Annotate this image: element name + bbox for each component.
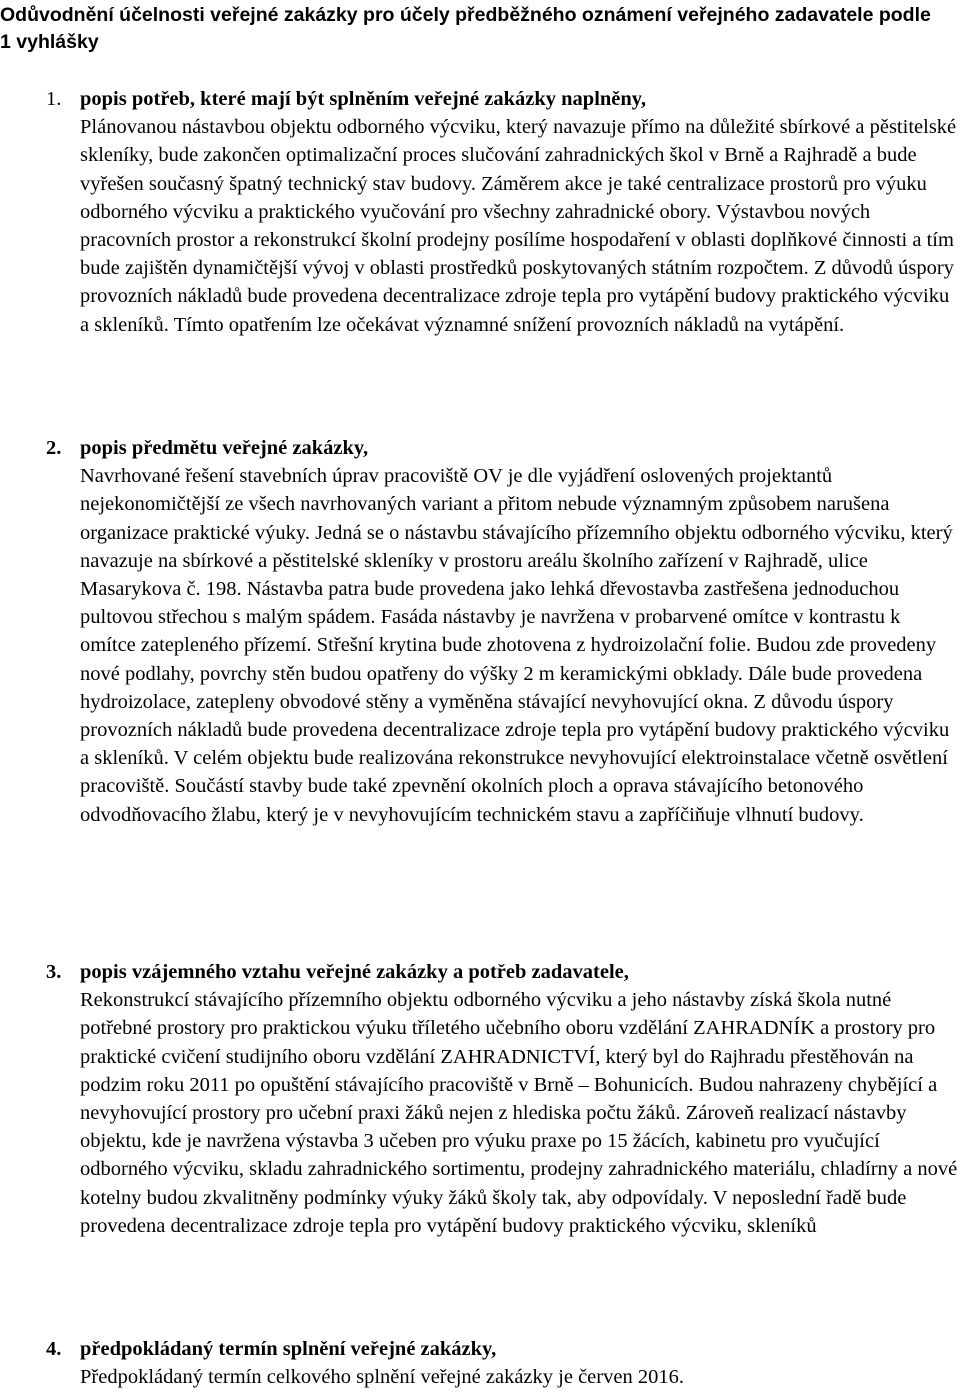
- section-number: 4.: [46, 1338, 62, 1360]
- section-body: [80, 85, 960, 339]
- section-number: 3.: [46, 961, 62, 983]
- section-heading: popis předmětu veřejné zakázky,: [80, 437, 369, 459]
- section-number: 1.: [46, 88, 62, 110]
- section-body: [80, 434, 960, 829]
- section-number: 2.: [46, 437, 62, 459]
- section-heading: popis potřeb, které mají být splněním veřejné zakázky naplněny,: [80, 88, 647, 110]
- section-heading: popis vzájemného vztahu veřejné zakázky a potřeb zadavatele,: [80, 961, 629, 983]
- section-text: Plánovanou nástavbou objektu odborného výcviku, který navazuje přímo na důležité sbírkové a pěstitelské skleníky, bude zakončen optimalizační proces slučování zahradnických škol v Brně a Rajhradě a bude vyřešen současný špatný technický stav budovy. Záměrem akce je také centralizace prostorů pro výuku odborného výcviku a praktického vyučování pro všechny zahradnické obory. Výstavbou nových pracovních prostor a rekonstrukcí školní prodejny posílíme hospodaření v oblasti doplňkové činnosti a tím bude zajištěn dynamičtější vývoj v oblasti prostředků poskytovaných státním rozpočtem. Z důvodů úspory provozních nákladů bude provedena decentralizace zdroje tepla pro vytápění budovy praktického výcviku a skleníků. Tímto opatřením lze očekávat významné snížení provozních nákladů na vytápění.: [80, 116, 957, 336]
- section-body: [80, 958, 960, 1240]
- section-needs: [0, 85, 960, 339]
- section-text: Navrhované řešení stavebních úprav pracoviště OV je dle vyjádření oslovených projektantů nejekonomičtější ze všech navrhovaných variant a přitom nebude významným způsobem narušena organizace praktické výuky. Jedná se o nástavbu stávajícího přízemního objektu odborného výcviku, který navazuje na sbírkové a pěstitelské skleníky v prostoru areálu školního zařízení v Rajhradě, ulice Masarykova č. 198. Nástavba patra bude provedena jako lehká dřevostavba zastřešena jednoduchou pultovou střechou s malým spádem. Fasáda nástavby je navržena v probarvené omítce v kontrastu k omítce zatepleného přízemí. Střešní krytina bude zhotovena z hydroizolační folie. Budou zde provedeny nové podlahy, povrchy stěn budou opatřeny do výšky 2 m keramickými obklady. Dále bude provedena hydroizolace, zatepleny obvodové stěny a vyměněna stávající nevyhovující okna. Z důvodu úspory provozních nákladů bude provedena decentralizace zdroje tepla pro vytápění budovy praktického výcviku a skleníků. V celém objektu bude realizována rekonstrukce nevyhovující elektroinstalace včetně osvětlení pracoviště. Součástí stavby bude také zpevnění okolních ploch a oprava stávajícího betonového odvodňovacího žlabu, který je v nevyhovujícím technickém stavu a zapříčiňuje vlhnutí budovy.: [80, 465, 953, 826]
- section-heading: předpokládaný termín splnění veřejné zakázky,: [80, 1338, 497, 1360]
- document-title: Odůvodnění účelnosti veřejné zakázky pro účely předběžného oznámení veřejného zadavatele podle 1 vyhlášky: [0, 4, 931, 53]
- section-text: Rekonstrukcí stávajícího přízemního objektu odborného výcviku a jeho nástavby získá škola nutné potřebné prostory pro praktickou výuku tříletého učebního oboru vzdělání ZAHRADNÍK a prostory pro praktické cvičení studijního oboru vzdělání ZAHRADNICTVÍ, který byl do Rajhradu přestěhován na podzim roku 2011 po opuštění stávajícího pracoviště v Brně – Bohunicích. Budou nahrazeny chybějící a nevyhovující prostory pro učební praxi žáků nejen z hlediska počtu žáků. Zároveň realizací nástavby objektu, kde je navržena výstavba 3 učeben pro výuku praxe po 15 žácích, kabinetu pro vyučující odborného výcviku, skladu zahradnického sortimentu, prodejny zahradnického materiálu, chladírny a nové kotelny budou zkvalitněny podmínky výuky žáků školy tak, aby odpovídaly. V neposlední řadě bude provedena decentralizace zdroje tepla pro vytápění budovy praktického výcviku, skleníků: [80, 989, 958, 1237]
- section-text: Předpokládaný termín celkového splnění veřejné zakázky je červen 2016.: [80, 1366, 684, 1389]
- section-body: [80, 1335, 960, 1391]
- section-subject: [0, 434, 960, 829]
- section-relation: [0, 958, 960, 1240]
- section-deadline: [0, 1335, 960, 1391]
